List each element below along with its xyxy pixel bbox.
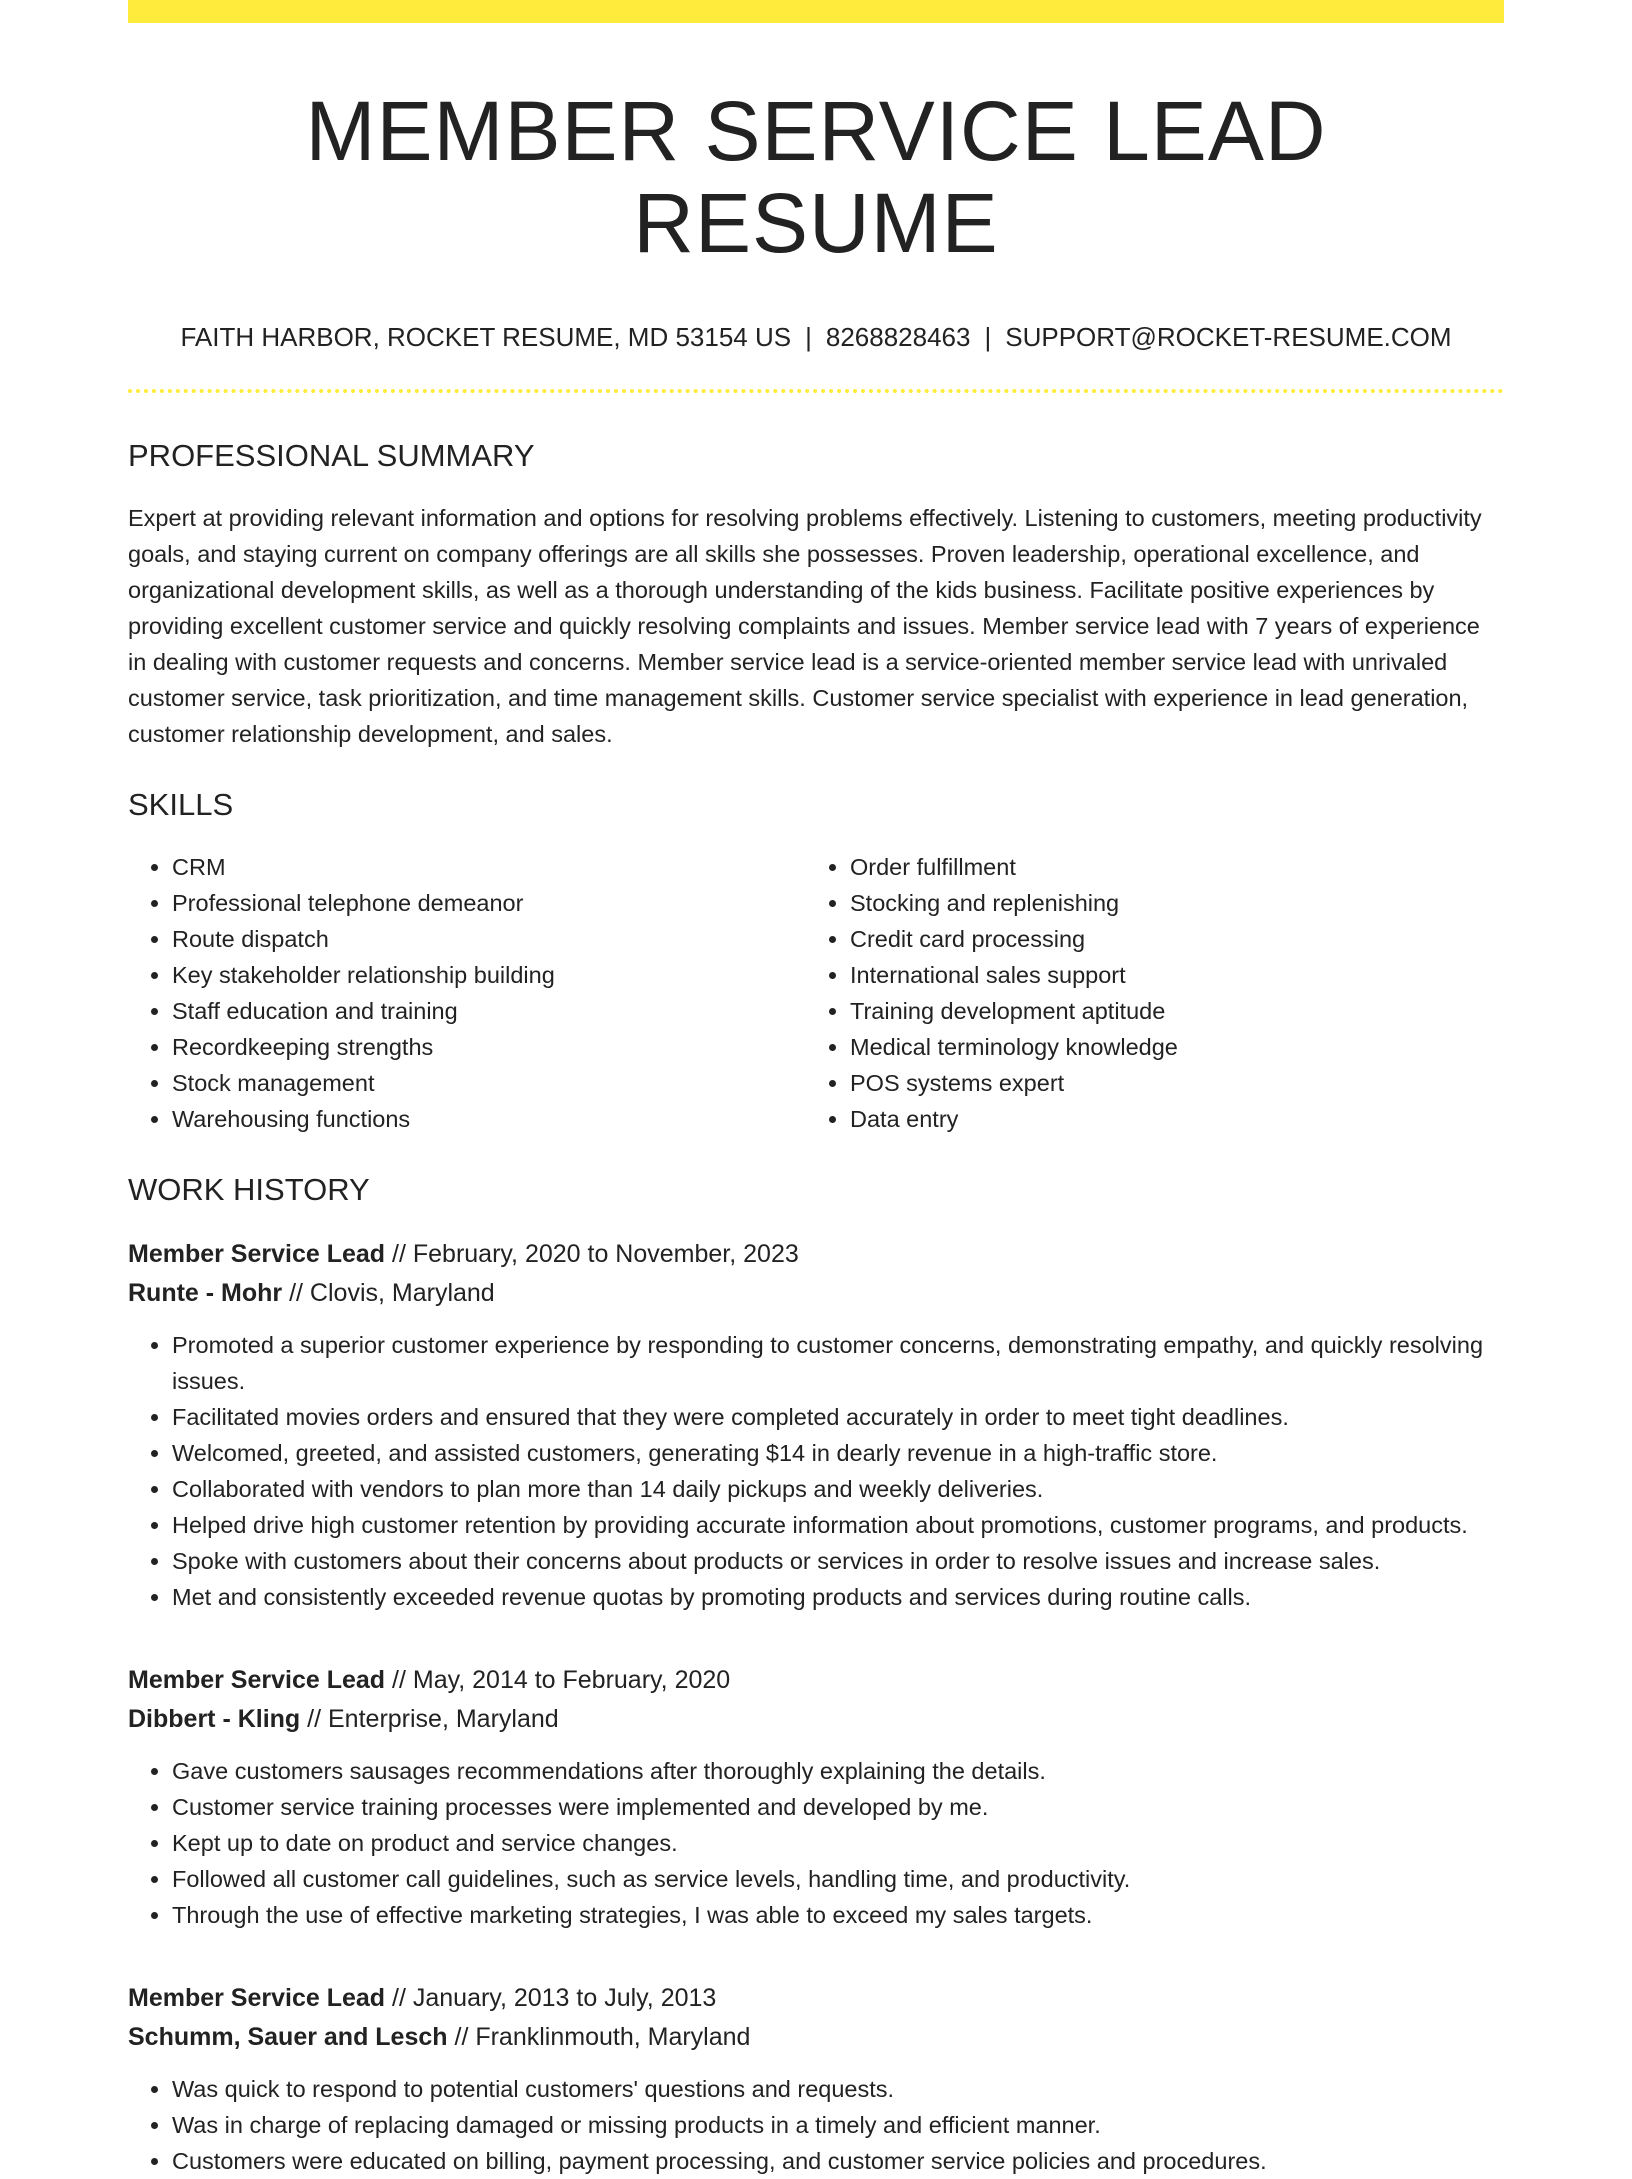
work-history-heading: WORK HISTORY [128,1172,370,1208]
job-bullet: • Was in charge of replacing damaged or missing products in a timely and efficient manner. [172,2107,1504,2143]
job-bullets [128,1327,1504,1615]
job-title-line [128,1235,1504,1274]
job-company-line [128,1700,1504,1739]
job-company: Runte - Mohr [128,1278,283,1307]
job-location: // Franklinmouth, Maryland [454,2022,751,2051]
summary-heading: PROFESSIONAL SUMMARY [128,437,535,473]
job-bullet: • Was quick to respond to potential customers' questions and requests. [172,2071,1504,2107]
skill-item: • International sales support [850,957,1484,993]
job-bullet: • Gave customers sausages recommendations after thoroughly explaining the details. [172,1753,1504,1789]
skill-item: • Professional telephone demeanor [172,885,806,921]
contact-line [128,322,1504,353]
summary-text: Expert at providing relevant information and options for resolving problems effectively. Listening to customers, meeting productivity goals, and staying current on company offerings are all skills she possesses. Proven leadership, operational excellence, and organizational development skills, as well as a thorough understanding of the kids business. Facilitate positive experiences by providing excellent customer service and quickly resolving complaints and issues. Member service lead with 7 years of experience in dealing with customer requests and concerns. Member service lead is a service-oriented member service lead with unrivaled customer service, task prioritization, and time management skills. Customer service specialist with experience in lead generation, customer relationship development, and sales. [128,505,1482,748]
skills-list-right [806,849,1484,1137]
resume-page [128,0,1504,2179]
skill-item: • CRM [172,849,806,885]
job-bullet: • Kept up to date on product and service changes. [172,1825,1504,1861]
job-bullet: • Through the use of effective marketing strategies, I was able to exceed my sales targets. [172,1897,1504,1933]
job-bullet: • Met and consistently exceeded revenue quotas by promoting products and services during routine calls. [172,1579,1504,1615]
job-location: // Clovis, Maryland [289,1278,495,1307]
job-bullets [128,1753,1504,1933]
job-bullet: • Followed all customer call guidelines, such as service levels, handling time, and productivity. [172,1861,1504,1897]
job-dates: // February, 2020 to November, 2023 [392,1239,799,1268]
skill-item: • Stocking and replenishing [850,885,1484,921]
accent-top-bar [128,0,1504,23]
skills-heading: SKILLS [128,787,234,823]
job-company-line [128,1274,1504,1313]
job-bullet: • Promoted a superior customer experience by responding to customer concerns, demonstrating empathy, and quickly resolving issues. [172,1327,1504,1399]
job-title: Member Service Lead [128,1665,386,1694]
job-company: Schumm, Sauer and Lesch [128,2022,448,2051]
contact-phone: 8268828463 [825,321,971,352]
job-title: Member Service Lead [128,1983,386,2012]
skill-item: • Recordkeeping strengths [172,1029,806,1065]
job-bullets [128,2071,1504,2179]
job-dates: // May, 2014 to February, 2020 [392,1665,731,1694]
skills-columns [128,849,1504,1137]
job-company: Dibbert - Kling [128,1704,301,1733]
job-bullet: • Helped drive high customer retention by providing accurate information about promotions, customer programs, and products. [172,1507,1504,1543]
skill-item: • Credit card processing [850,921,1484,957]
job-bullet: • Customers were educated on billing, payment processing, and customer service policies and procedures. [172,2143,1504,2179]
dotted-divider [128,389,1504,393]
contact-separator: | [984,321,992,352]
job-dates: // January, 2013 to July, 2013 [392,1983,717,2012]
skill-item: • POS systems expert [850,1065,1484,1101]
contact-address: FAITH HARBOR, ROCKET RESUME, MD 53154 US [180,321,792,352]
contact-separator: | [805,321,812,352]
job-title: Member Service Lead [128,1239,386,1268]
job-bullet: • Welcomed, greeted, and assisted customers, generating $14 in dearly revenue in a high-traffic store. [172,1435,1504,1471]
skills-list-left [128,849,806,1137]
job-title-line [128,1979,1504,2018]
skill-item: • Route dispatch [172,921,806,957]
skill-item: • Order fulfillment [850,849,1484,885]
skill-item: • Key stakeholder relationship building [172,957,806,993]
job-bullet: • Customer service training processes were implemented and developed by me. [172,1789,1504,1825]
skill-item: • Medical terminology knowledge [850,1029,1484,1065]
skill-item: • Stock management [172,1065,806,1101]
resume-title: MEMBER SERVICE LEAD RESUME [305,84,1327,271]
job-title-line [128,1661,1504,1700]
skill-item: • Warehousing functions [172,1101,806,1137]
job-bullet: • Spoke with customers about their concerns about products or services in order to resolve issues and increase sales. [172,1543,1504,1579]
job-company-line [128,2018,1504,2057]
job-bullet: • Collaborated with vendors to plan more than 14 daily pickups and weekly deliveries. [172,1471,1504,1507]
contact-email: SUPPORT@ROCKET-RESUME.COM [1005,321,1452,352]
skill-item: • Data entry [850,1101,1484,1137]
job-entry [128,1979,1504,2179]
job-bullet: • Facilitated movies orders and ensured that they were completed accurately in order to meet tight deadlines. [172,1399,1504,1435]
job-location: // Enterprise, Maryland [307,1704,559,1733]
job-entry [128,1235,1504,1615]
skill-item: • Training development aptitude [850,993,1484,1029]
skill-item: • Staff education and training [172,993,806,1029]
job-entry [128,1661,1504,1933]
